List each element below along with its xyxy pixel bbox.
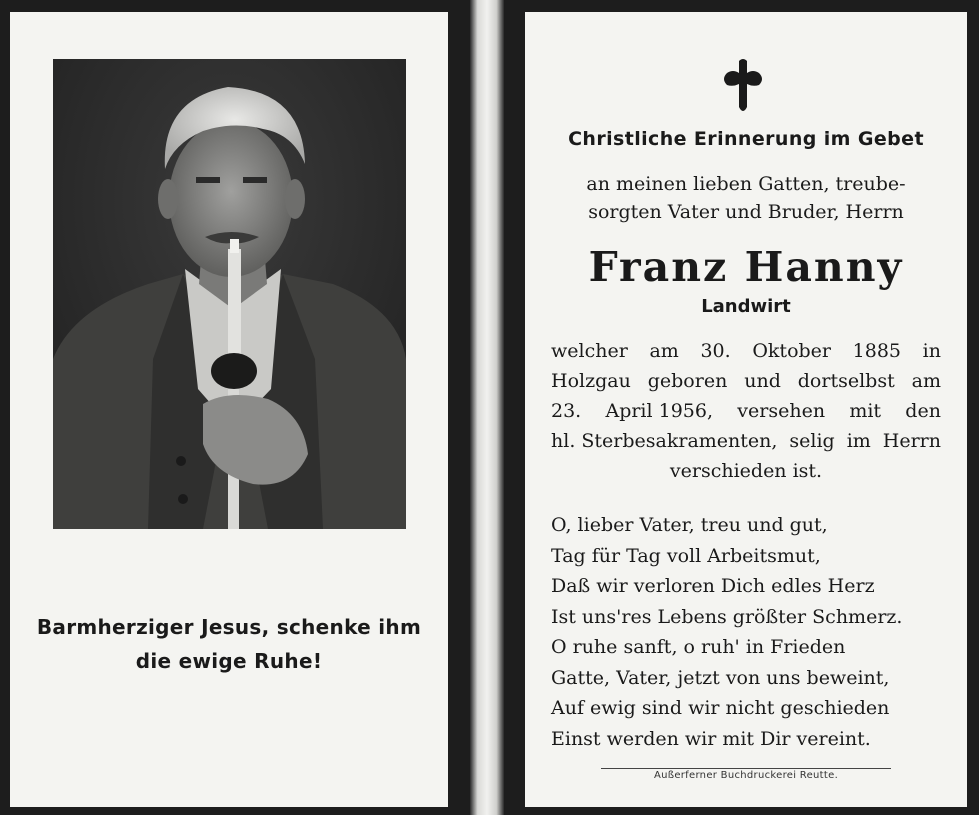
poem-line: Gatte, Vater, jetzt von uns beweint,: [551, 666, 890, 689]
life-line-5: verschieden ist.: [669, 460, 823, 482]
poem-line: Daß wir verloren Dich edles Herz: [551, 575, 875, 597]
printer-imprint: Außerferner Buchdruckerei Reutte.: [653, 770, 839, 781]
prayer-caption-line-2: die ewige Ruhe!: [135, 649, 323, 673]
life-word: welcher: [551, 340, 628, 362]
life-word: April 1956,: [605, 400, 714, 422]
life-word: den: [905, 400, 941, 422]
life-word: Holzgau: [551, 370, 631, 392]
prayer-caption-line-1: Barmherziger Jesus, schenke ihm: [36, 615, 422, 639]
life-word: mit: [849, 400, 882, 422]
life-details: [551, 336, 941, 486]
portrait-illustration: [53, 59, 406, 529]
poem-line: Auf ewig sind wir nicht geschieden: [551, 697, 890, 719]
life-line-4: [551, 426, 941, 456]
life-word: selig: [789, 430, 835, 452]
deceased-occupation: Landwirt: [701, 296, 791, 317]
life-word: geboren: [647, 370, 728, 392]
life-word: Oktober: [752, 340, 831, 362]
prayer-caption: [10, 610, 448, 678]
life-word: im: [846, 430, 871, 452]
poem-line: O, lieber Vater, treu und gut,: [551, 514, 828, 536]
latin-cross-icon: [721, 57, 765, 115]
memorial-poem: [551, 510, 951, 754]
life-word: 1885: [852, 340, 902, 362]
dedication-line-2: sorgten Vater und Bruder, Herrn: [588, 201, 904, 223]
poem-line: Tag für Tag voll Arbeitsmut,: [551, 544, 821, 567]
life-line-3: [551, 396, 941, 426]
dedication-text: [525, 170, 967, 226]
life-word: 30.: [700, 340, 731, 362]
life-word: hl. Sterbesakramenten,: [551, 430, 778, 452]
life-word: 23.: [551, 400, 582, 422]
life-line-1: [551, 336, 941, 366]
life-word: dortselbst: [797, 370, 895, 392]
life-word: am: [649, 340, 679, 362]
poem-line: O ruhe sanft, o ruh' in Frieden: [551, 636, 846, 658]
memorial-card-right-panel: [525, 12, 967, 807]
poem-line: Ist uns'res Lebens größter Schmerz.: [551, 605, 903, 628]
life-word: versehen: [737, 400, 826, 422]
life-word: Herrn: [882, 430, 941, 452]
card-fold-gutter: [470, 0, 504, 815]
life-word: in: [922, 340, 941, 362]
portrait-photo: [53, 59, 406, 529]
life-word: am: [911, 370, 941, 392]
deceased-name: Franz Hanny: [588, 243, 904, 291]
poem-line: Einst werden wir mit Dir vereint.: [551, 727, 871, 750]
life-word: und: [744, 370, 781, 392]
memorial-heading: Christliche Erinnerung im Gebet: [568, 128, 924, 150]
memorial-card-left-panel: [10, 12, 448, 807]
life-line-2: [551, 366, 941, 396]
printer-divider: [601, 768, 891, 769]
dedication-line-1: an meinen lieben Gatten, treube-: [586, 173, 906, 195]
